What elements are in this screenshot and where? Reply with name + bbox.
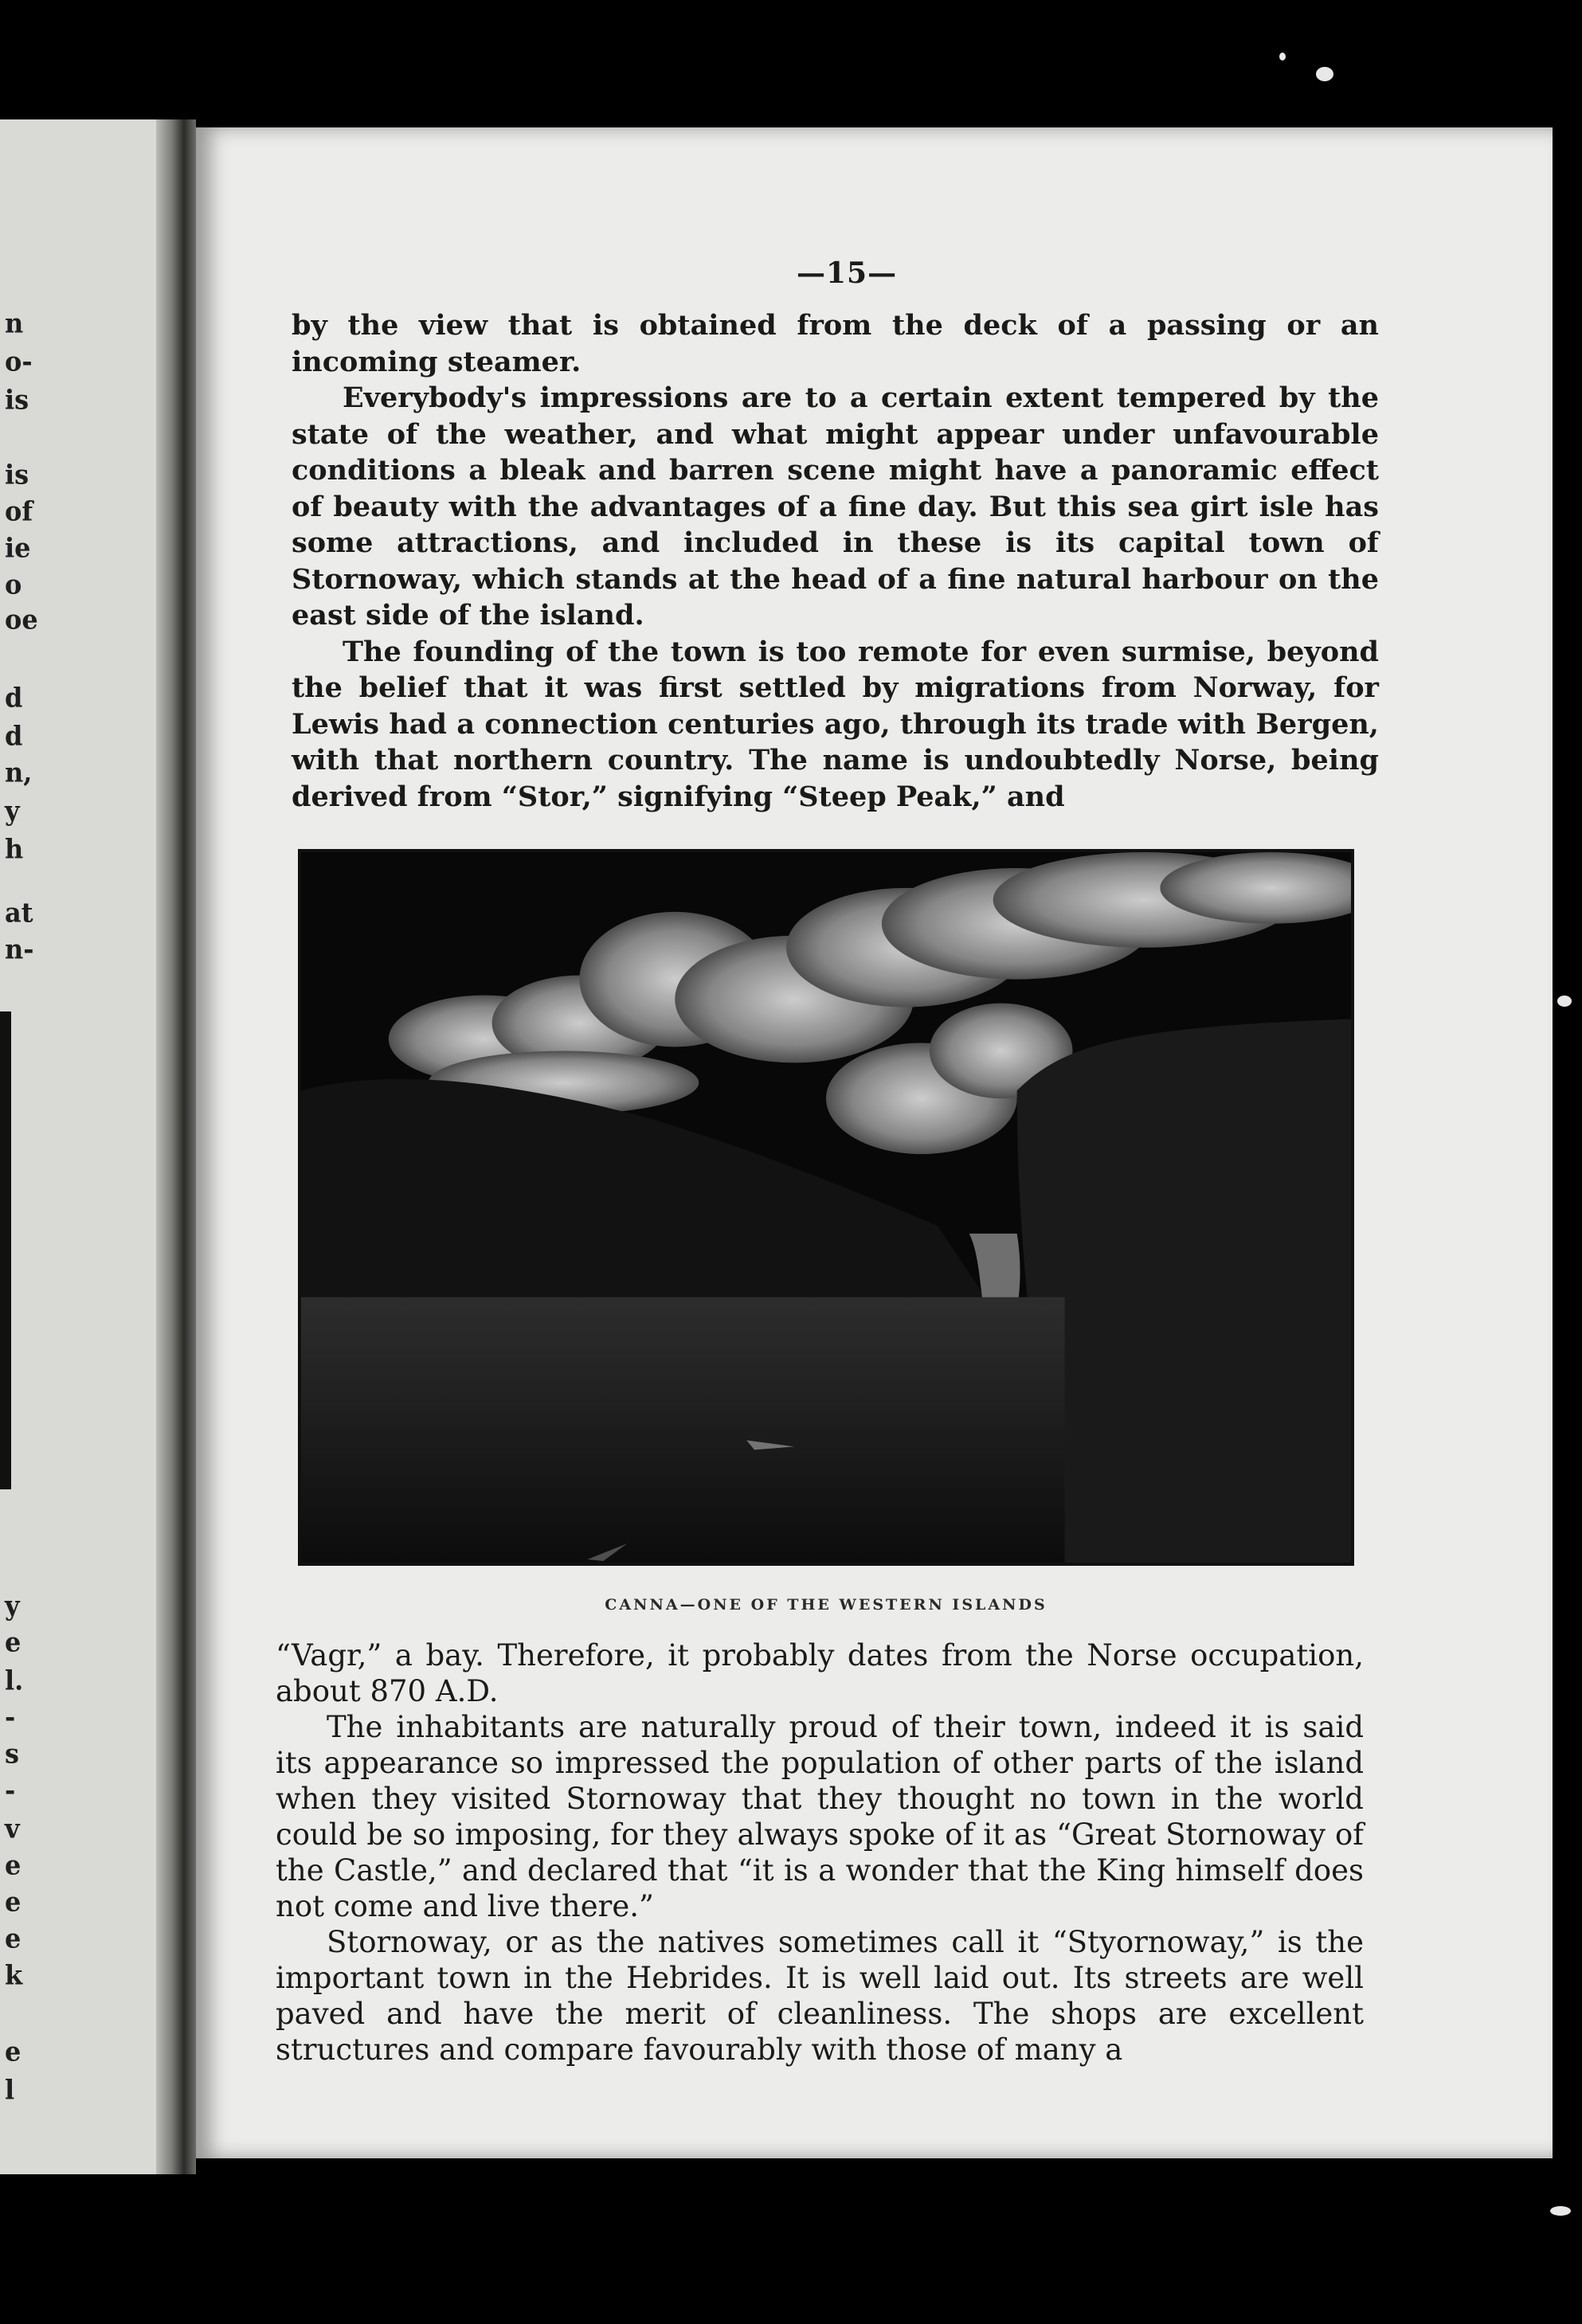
photograph — [298, 849, 1354, 1566]
scan-speck — [1279, 53, 1286, 61]
left-page-fragment: e — [5, 1849, 22, 1881]
left-page-fragment: - — [5, 1774, 16, 1806]
left-page-fragment: o- — [5, 346, 33, 378]
left-page-fragment: oe — [5, 604, 38, 636]
page-number: —15— — [797, 256, 898, 290]
paragraph: The founding of the town is too remote for even surmise, beyond the belief that it was first settled by migrations from Norway, for Lewis had a connection centuries ago, through its trade with Bergen, with that northern country. The name is undoubtedly Norse, being derived from “Stor,” signifying “Steep Peak,” and — [292, 635, 1379, 813]
left-page-fragment: e — [5, 1923, 22, 1954]
left-page-fragment: - — [5, 1701, 16, 1733]
left-page-fragment: n- — [5, 933, 34, 965]
scan-speck — [1550, 2206, 1571, 2216]
paragraph: Stornoway, or as the natives sometimes call it “Styornoway,” is the important town in the Hebrides. It is well laid out. Its streets are well paved and have the merit of cleanliness. The shops are excellent structures and compare favourably with those of many a — [276, 1925, 1364, 2067]
paragraph: The inhabitants are naturally proud of their town, indeed it is said its appearance so impressed the population of other parts of the island when they visited Stornoway that they thought no town in the world could be so imposing, for they always spoke of it as “Great Stornoway of the Castle,” and declared that “it is a wonder that the King himself does not come and live there.” — [276, 1710, 1364, 1923]
book-gutter — [156, 119, 196, 2174]
scan-speck — [1557, 996, 1572, 1007]
left-page-fragment: ie — [5, 532, 31, 564]
left-page-fragment: s — [5, 1738, 20, 1770]
left-page-fragment: k — [5, 1959, 23, 1991]
left-page-fragment: h — [5, 833, 24, 865]
left-page-fragment: o — [5, 569, 22, 601]
left-page-fragment: e — [5, 2036, 22, 2068]
photo-caption: CANNA—ONE OF THE WESTERN ISLANDS — [605, 1596, 1047, 1614]
left-page-fragment: l. — [5, 1665, 24, 1696]
scan-speck — [1316, 67, 1333, 81]
bottom-text-block — [276, 1637, 1364, 2068]
top-text-block — [292, 307, 1379, 815]
paragraph: by the view that is obtained from the deck of a passing or an incoming steamer. — [292, 309, 1379, 378]
paragraph: Everybody's impressions are to a certain extent tempered by the state of the weather, and what might appear under unfavourable conditions a bleak and barren scene might have a panoramic effect of beauty with the advantages of a fine day. But this sea girt isle has some attractions, and included in these is its capital town of Stornoway, which stands at the head of a fine natural harbour on the east side of the island. — [292, 381, 1379, 632]
left-page-fragment: is — [5, 459, 29, 491]
left-page-fragment: y — [5, 795, 20, 827]
left-page-fragment: n, — [5, 757, 33, 788]
left-page-fragment: at — [5, 897, 33, 929]
left-page-fragment: v — [5, 1813, 20, 1845]
left-page-fragment: e — [5, 1626, 22, 1658]
left-page-fragment: l — [5, 2074, 15, 2106]
left-page-rule — [0, 1011, 11, 1489]
left-page-fragment: of — [5, 495, 33, 527]
left-page-fragment: d — [5, 720, 23, 752]
left-page-fragment: d — [5, 682, 23, 714]
left-page-fragment: y — [5, 1590, 20, 1622]
seascape-illustration — [301, 852, 1351, 1563]
left-page-fragment: is — [5, 384, 29, 416]
paragraph: “Vagr,” a bay. Therefore, it probably dates from the Norse occupation, about 870 A.D. — [276, 1638, 1364, 1708]
left-page-fragment: n — [5, 307, 24, 339]
left-page-fragment: e — [5, 1886, 22, 1918]
